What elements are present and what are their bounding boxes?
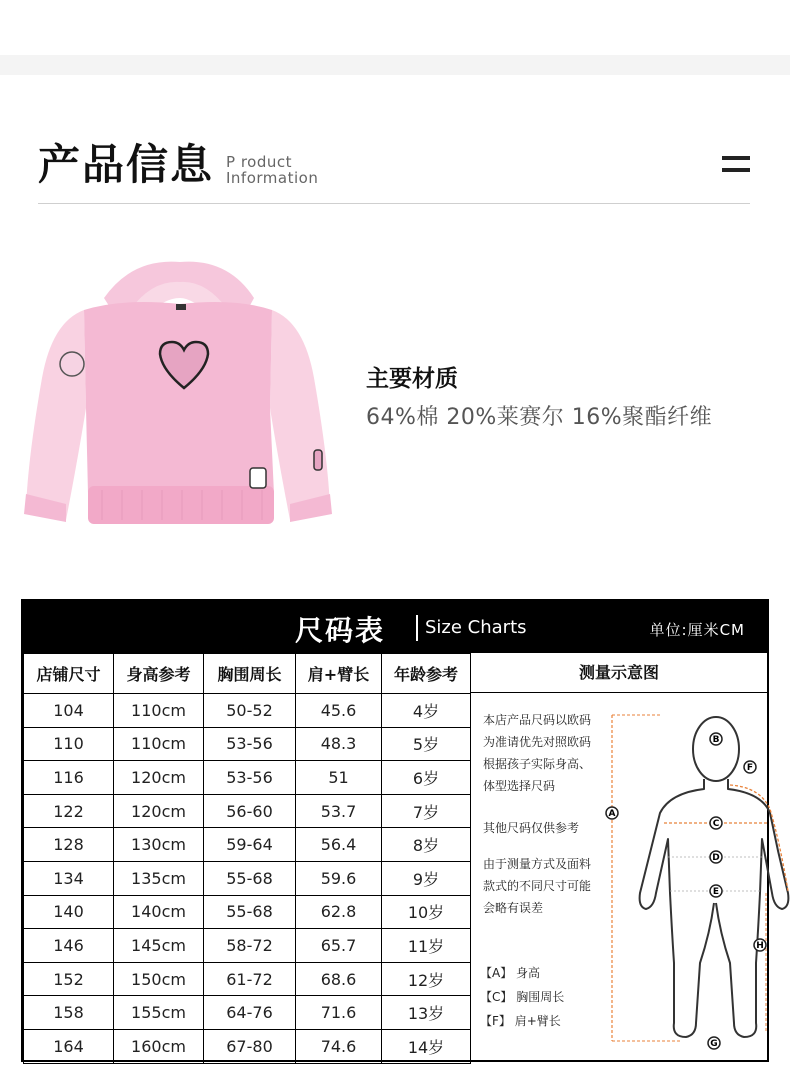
menu-icon[interactable] xyxy=(722,156,750,174)
svg-text:H: H xyxy=(756,941,764,951)
table-cell: 128 xyxy=(24,828,114,862)
table-cell: 9岁 xyxy=(382,861,471,895)
table-cell: 56.4 xyxy=(296,828,382,862)
marker-d xyxy=(710,851,722,863)
table-cell: 65.7 xyxy=(296,929,382,963)
table-cell: 13岁 xyxy=(382,996,471,1030)
table-cell: 53-56 xyxy=(204,761,296,795)
table-cell: 116 xyxy=(24,761,114,795)
table-cell: 10岁 xyxy=(382,895,471,929)
table-cell: 110cm xyxy=(114,694,204,728)
table-cell: 53.7 xyxy=(296,794,382,828)
table-cell: 8岁 xyxy=(382,828,471,862)
table-cell: 14岁 xyxy=(382,1029,471,1063)
table-cell: 155cm xyxy=(114,996,204,1030)
product-hoodie-image xyxy=(22,258,334,530)
table-header-row xyxy=(24,654,471,694)
marker-a xyxy=(606,807,618,819)
table-cell: 140cm xyxy=(114,895,204,929)
marker-g xyxy=(708,1037,720,1049)
table-cell: 122 xyxy=(24,794,114,828)
table-cell: 12岁 xyxy=(382,962,471,996)
page-title: 产品信息 xyxy=(38,140,215,189)
table-cell: 55-68 xyxy=(204,861,296,895)
table-row xyxy=(24,727,471,761)
table-cell: 45.6 xyxy=(296,694,382,728)
size-chart xyxy=(21,599,769,1062)
table-cell: 150cm xyxy=(114,962,204,996)
table-cell: 67-80 xyxy=(204,1029,296,1063)
legend-item-a: 【A】 身高 xyxy=(480,966,541,980)
table-cell: 158 xyxy=(24,996,114,1030)
legend xyxy=(480,961,564,1033)
table-cell: 104 xyxy=(24,694,114,728)
marker-b xyxy=(710,733,722,745)
marker-h xyxy=(754,939,766,951)
table-cell: 130cm xyxy=(114,828,204,862)
table-cell: 160cm xyxy=(114,1029,204,1063)
section-header xyxy=(38,140,750,204)
column-header: 年龄参考 xyxy=(382,654,471,694)
table-cell: 53-56 xyxy=(204,727,296,761)
svg-text:B: B xyxy=(712,735,720,745)
note-line: 体型选择尺码 xyxy=(483,779,556,793)
table-cell: 48.3 xyxy=(296,727,382,761)
body-figure xyxy=(610,693,767,1060)
table-cell: 140 xyxy=(24,895,114,929)
note-sizing xyxy=(483,709,623,797)
table-cell: 50-52 xyxy=(204,694,296,728)
table-cell: 164 xyxy=(24,1029,114,1063)
material-title: 主要材质 xyxy=(366,366,458,392)
table-cell: 62.8 xyxy=(296,895,382,929)
note-line: 根据孩子实际身高、 xyxy=(483,757,592,771)
table-cell: 59.6 xyxy=(296,861,382,895)
table-row xyxy=(24,828,471,862)
table-cell: 110cm xyxy=(114,727,204,761)
column-header: 身高参考 xyxy=(114,654,204,694)
size-table xyxy=(23,653,471,1064)
table-cell: 110 xyxy=(24,727,114,761)
table-cell: 145cm xyxy=(114,929,204,963)
page-subtitle xyxy=(226,154,318,186)
subtitle-line-2: Information xyxy=(226,169,319,187)
svg-text:C: C xyxy=(712,819,720,829)
table-cell: 152 xyxy=(24,962,114,996)
diagram-header: 测量示意图 xyxy=(470,653,767,693)
size-chart-title-en: Size Charts xyxy=(425,617,527,638)
table-row xyxy=(24,996,471,1030)
marker-c xyxy=(710,817,722,829)
table-cell: 56-60 xyxy=(204,794,296,828)
legend-item-c: 【C】 胸围周长 xyxy=(480,990,565,1004)
svg-text:E: E xyxy=(712,887,720,897)
table-cell: 5岁 xyxy=(382,727,471,761)
table-row xyxy=(24,794,471,828)
table-cell: 58-72 xyxy=(204,929,296,963)
subtitle-line-1: P roduct xyxy=(226,153,292,171)
column-header: 胸围周长 xyxy=(204,654,296,694)
legend-item-f: 【F】 肩+臂长 xyxy=(480,1014,561,1028)
table-cell: 146 xyxy=(24,929,114,963)
table-cell: 7岁 xyxy=(382,794,471,828)
note-reference: 其他尺码仅供参考 xyxy=(483,821,580,835)
top-band xyxy=(0,55,790,75)
column-header: 肩+臂长 xyxy=(296,654,382,694)
table-cell: 51 xyxy=(296,761,382,795)
table-cell: 4岁 xyxy=(382,694,471,728)
note-line: 会略有误差 xyxy=(483,901,544,915)
table-cell: 74.6 xyxy=(296,1029,382,1063)
material-value: 64%棉 20%莱赛尔 16%聚酯纤维 xyxy=(366,405,713,430)
svg-text:G: G xyxy=(710,1039,718,1049)
size-chart-title: 尺码表 xyxy=(295,614,386,647)
table-cell: 68.6 xyxy=(296,962,382,996)
table-cell: 6岁 xyxy=(382,761,471,795)
size-chart-header xyxy=(23,601,767,653)
note-line: 由于测量方式及面料 xyxy=(483,857,592,871)
table-cell: 71.6 xyxy=(296,996,382,1030)
marker-f xyxy=(744,761,756,773)
title-divider xyxy=(416,615,418,641)
svg-text:D: D xyxy=(712,853,720,863)
table-row xyxy=(24,962,471,996)
table-cell: 135cm xyxy=(114,861,204,895)
table-row xyxy=(24,861,471,895)
svg-text:A: A xyxy=(608,809,616,819)
note-tolerance xyxy=(483,853,623,919)
table-cell: 61-72 xyxy=(204,962,296,996)
unit-label: 单位:厘米CM xyxy=(649,621,745,639)
table-cell: 59-64 xyxy=(204,828,296,862)
table-row xyxy=(24,761,471,795)
table-cell: 134 xyxy=(24,861,114,895)
table-row xyxy=(24,929,471,963)
note-line: 为准请优先对照欧码 xyxy=(483,735,592,749)
table-cell: 120cm xyxy=(114,794,204,828)
table-row xyxy=(24,1029,471,1063)
svg-text:F: F xyxy=(746,763,754,773)
table-cell: 64-76 xyxy=(204,996,296,1030)
table-cell: 120cm xyxy=(114,761,204,795)
table-cell: 11岁 xyxy=(382,929,471,963)
note-line: 本店产品尺码以欧码 xyxy=(483,713,592,727)
column-header: 店铺尺寸 xyxy=(24,654,114,694)
note-line: 款式的不同尺寸可能 xyxy=(483,879,592,893)
table-row xyxy=(24,694,471,728)
table-cell: 55-68 xyxy=(204,895,296,929)
marker-e xyxy=(710,885,722,897)
measurement-diagram xyxy=(470,693,767,1060)
table-row xyxy=(24,895,471,929)
